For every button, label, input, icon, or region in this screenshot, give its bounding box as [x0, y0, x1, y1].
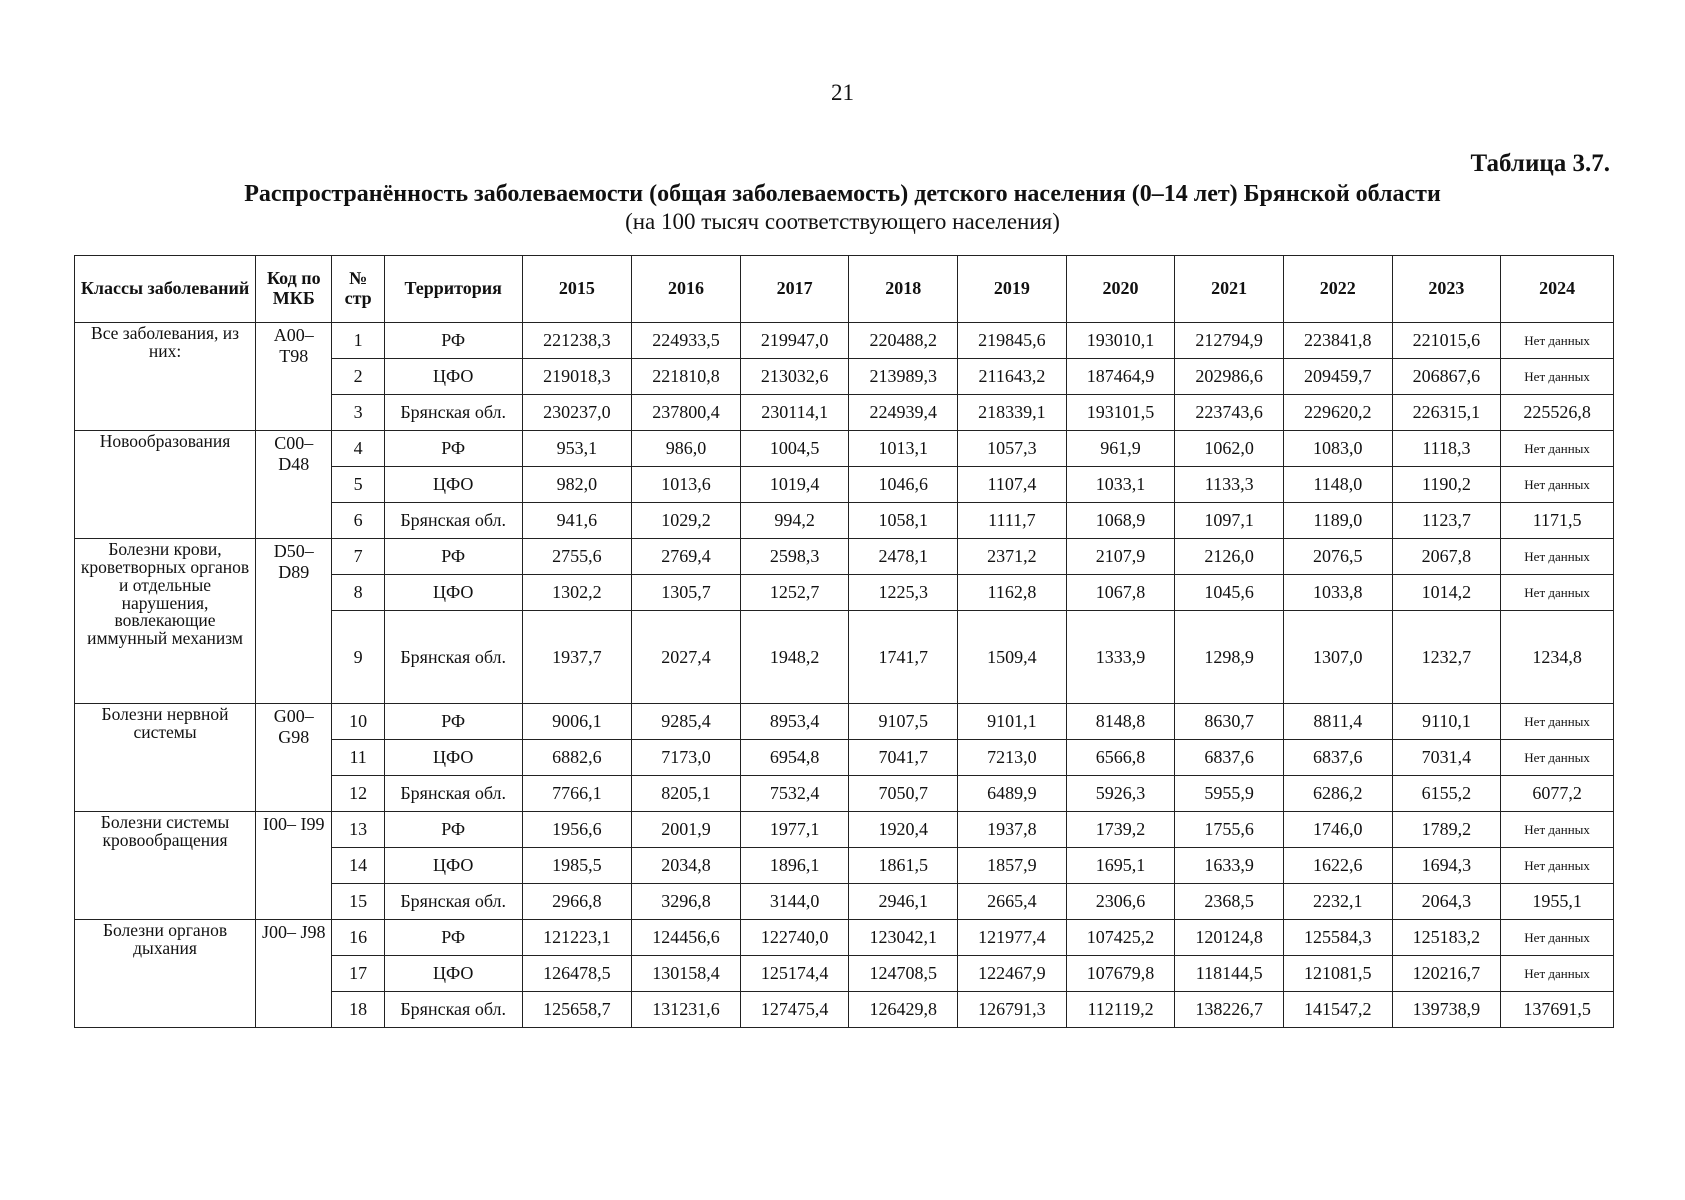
territory-cell: РФ: [384, 539, 522, 575]
value-cell: 211643,2: [958, 359, 1067, 395]
value-cell: 2946,1: [849, 884, 958, 920]
value-cell: 137691,5: [1501, 992, 1614, 1028]
value-cell: 220488,2: [849, 323, 958, 359]
value-cell: 9107,5: [849, 704, 958, 740]
value-cell: 1118,3: [1392, 431, 1501, 467]
value-cell: 1857,9: [958, 848, 1067, 884]
value-cell: 118144,5: [1175, 956, 1284, 992]
row-number-cell: 3: [332, 395, 384, 431]
header-row: [75, 256, 1614, 323]
value-cell: 126478,5: [522, 956, 632, 992]
header-year: 2023: [1392, 256, 1501, 323]
value-cell: 126791,3: [958, 992, 1067, 1028]
value-cell: 225526,8: [1501, 395, 1614, 431]
value-cell: 2478,1: [849, 539, 958, 575]
value-cell: 122467,9: [958, 956, 1067, 992]
value-cell: Нет данных: [1501, 812, 1614, 848]
territory-cell: Брянская обл.: [384, 884, 522, 920]
icd-code-cell: J00– J98: [256, 920, 332, 1028]
table-row: [75, 431, 1614, 467]
value-cell: 2598,3: [740, 539, 849, 575]
value-cell: Нет данных: [1501, 848, 1614, 884]
table-row: [75, 704, 1614, 740]
value-cell: 6954,8: [740, 740, 849, 776]
row-number-cell: 11: [332, 740, 384, 776]
value-cell: 213989,3: [849, 359, 958, 395]
value-cell: 206867,6: [1392, 359, 1501, 395]
value-cell: 1633,9: [1175, 848, 1284, 884]
value-cell: 193101,5: [1066, 395, 1175, 431]
value-cell: 2027,4: [632, 611, 741, 704]
value-cell: 2034,8: [632, 848, 741, 884]
value-cell: 221810,8: [632, 359, 741, 395]
table-title: Распространённость заболеваемости (общая заболеваемость) детского населения (0–14 лет) Брянской области: [244, 181, 1441, 207]
value-cell: 1162,8: [958, 575, 1067, 611]
value-cell: 1232,7: [1392, 611, 1501, 704]
value-cell: 1985,5: [522, 848, 632, 884]
value-cell: 202986,6: [1175, 359, 1284, 395]
value-cell: 953,1: [522, 431, 632, 467]
value-cell: 1097,1: [1175, 503, 1284, 539]
value-cell: 124708,5: [849, 956, 958, 992]
value-cell: Нет данных: [1501, 740, 1614, 776]
value-cell: 223743,6: [1175, 395, 1284, 431]
value-cell: 1013,1: [849, 431, 958, 467]
value-cell: 126429,8: [849, 992, 958, 1028]
row-number-cell: 8: [332, 575, 384, 611]
row-number-cell: 10: [332, 704, 384, 740]
value-cell: 1509,4: [958, 611, 1067, 704]
row-number-cell: 2: [332, 359, 384, 395]
disease-class-cell: Болезни нервной системы: [75, 704, 256, 812]
value-cell: 1861,5: [849, 848, 958, 884]
value-cell: 1695,1: [1066, 848, 1175, 884]
value-cell: 7050,7: [849, 776, 958, 812]
value-cell: 2126,0: [1175, 539, 1284, 575]
value-cell: 8953,4: [740, 704, 849, 740]
value-cell: 1755,6: [1175, 812, 1284, 848]
value-cell: 7031,4: [1392, 740, 1501, 776]
value-cell: 2067,8: [1392, 539, 1501, 575]
value-cell: 9006,1: [522, 704, 632, 740]
row-number-cell: 15: [332, 884, 384, 920]
value-cell: 1937,7: [522, 611, 632, 704]
territory-cell: ЦФО: [384, 467, 522, 503]
territory-cell: РФ: [384, 920, 522, 956]
value-cell: 1019,4: [740, 467, 849, 503]
table-body: [75, 323, 1614, 1028]
value-cell: 2232,1: [1283, 884, 1392, 920]
value-cell: 1123,7: [1392, 503, 1501, 539]
value-cell: 8205,1: [632, 776, 741, 812]
territory-cell: ЦФО: [384, 359, 522, 395]
value-cell: 2076,5: [1283, 539, 1392, 575]
value-cell: 9285,4: [632, 704, 741, 740]
territory-cell: РФ: [384, 323, 522, 359]
value-cell: 130158,4: [632, 956, 741, 992]
table-subtitle: (на 100 тысяч соответствующего населения): [625, 209, 1060, 234]
value-cell: 1739,2: [1066, 812, 1175, 848]
value-cell: 1058,1: [849, 503, 958, 539]
value-cell: Нет данных: [1501, 956, 1614, 992]
value-cell: 1741,7: [849, 611, 958, 704]
icd-code-cell: C00– D48: [256, 431, 332, 539]
value-cell: 1189,0: [1283, 503, 1392, 539]
value-cell: 5926,3: [1066, 776, 1175, 812]
header-year: 2024: [1501, 256, 1614, 323]
value-cell: Нет данных: [1501, 920, 1614, 956]
value-cell: 1305,7: [632, 575, 741, 611]
value-cell: 994,2: [740, 503, 849, 539]
value-cell: 1302,2: [522, 575, 632, 611]
disease-class-cell: Болезни системы кровообращения: [75, 812, 256, 920]
value-cell: 6155,2: [1392, 776, 1501, 812]
value-cell: 1046,6: [849, 467, 958, 503]
value-cell: 1045,6: [1175, 575, 1284, 611]
value-cell: 1896,1: [740, 848, 849, 884]
value-cell: 1013,6: [632, 467, 741, 503]
territory-cell: РФ: [384, 704, 522, 740]
row-number-cell: 9: [332, 611, 384, 704]
value-cell: 121223,1: [522, 920, 632, 956]
value-cell: 1057,3: [958, 431, 1067, 467]
value-cell: 7173,0: [632, 740, 741, 776]
value-cell: 6837,6: [1175, 740, 1284, 776]
header-territory: Территория: [384, 256, 522, 323]
value-cell: 193010,1: [1066, 323, 1175, 359]
territory-cell: Брянская обл.: [384, 395, 522, 431]
disease-class-cell: Болезни крови, кроветворных органов и отдельные нарушения, вовлекающие иммунный механизм: [75, 539, 256, 704]
row-number-cell: 1: [332, 323, 384, 359]
value-cell: 1111,7: [958, 503, 1067, 539]
value-cell: 7766,1: [522, 776, 632, 812]
value-cell: 1956,6: [522, 812, 632, 848]
value-cell: 223841,8: [1283, 323, 1392, 359]
disease-class-cell: Болезни органов дыхания: [75, 920, 256, 1028]
table-label: Таблица 3.7.: [1470, 150, 1610, 177]
icd-code-cell: I00– I99: [256, 812, 332, 920]
value-cell: 961,9: [1066, 431, 1175, 467]
value-cell: 1033,1: [1066, 467, 1175, 503]
value-cell: 1148,0: [1283, 467, 1392, 503]
header-year: 2018: [849, 256, 958, 323]
value-cell: 1789,2: [1392, 812, 1501, 848]
value-cell: 2371,2: [958, 539, 1067, 575]
value-cell: 221238,3: [522, 323, 632, 359]
value-cell: 1107,4: [958, 467, 1067, 503]
value-cell: 138226,7: [1175, 992, 1284, 1028]
disease-class-cell: Новообразования: [75, 431, 256, 539]
row-number-cell: 7: [332, 539, 384, 575]
value-cell: 1694,3: [1392, 848, 1501, 884]
value-cell: 2755,6: [522, 539, 632, 575]
territory-cell: Брянская обл.: [384, 503, 522, 539]
header-year: 2020: [1066, 256, 1175, 323]
territory-cell: РФ: [384, 431, 522, 467]
icd-code-cell: D50– D89: [256, 539, 332, 704]
territory-cell: РФ: [384, 812, 522, 848]
value-cell: 112119,2: [1066, 992, 1175, 1028]
territory-cell: ЦФО: [384, 575, 522, 611]
value-cell: 131231,6: [632, 992, 741, 1028]
value-cell: 1920,4: [849, 812, 958, 848]
territory-cell: Брянская обл.: [384, 776, 522, 812]
value-cell: 219845,6: [958, 323, 1067, 359]
value-cell: 230114,1: [740, 395, 849, 431]
value-cell: 1083,0: [1283, 431, 1392, 467]
value-cell: 8630,7: [1175, 704, 1284, 740]
page-number: 21: [831, 80, 854, 105]
territory-cell: ЦФО: [384, 848, 522, 884]
territory-cell: Брянская обл.: [384, 611, 522, 704]
value-cell: 127475,4: [740, 992, 849, 1028]
header-code: Код по МКБ: [256, 256, 332, 323]
row-number-cell: 13: [332, 812, 384, 848]
value-cell: 107425,2: [1066, 920, 1175, 956]
morbidity-table: [74, 255, 1614, 1028]
header-year: 2015: [522, 256, 632, 323]
value-cell: 5955,9: [1175, 776, 1284, 812]
value-cell: 1977,1: [740, 812, 849, 848]
value-cell: 2368,5: [1175, 884, 1284, 920]
value-cell: 6882,6: [522, 740, 632, 776]
value-cell: 1234,8: [1501, 611, 1614, 704]
value-cell: 1948,2: [740, 611, 849, 704]
territory-cell: Брянская обл.: [384, 992, 522, 1028]
value-cell: 6489,9: [958, 776, 1067, 812]
value-cell: 124456,6: [632, 920, 741, 956]
value-cell: 125658,7: [522, 992, 632, 1028]
value-cell: 1029,2: [632, 503, 741, 539]
value-cell: 209459,7: [1283, 359, 1392, 395]
value-cell: 2001,9: [632, 812, 741, 848]
value-cell: 6077,2: [1501, 776, 1614, 812]
value-cell: Нет данных: [1501, 467, 1614, 503]
value-cell: 7532,4: [740, 776, 849, 812]
value-cell: 1252,7: [740, 575, 849, 611]
value-cell: 1955,1: [1501, 884, 1614, 920]
value-cell: 6837,6: [1283, 740, 1392, 776]
value-cell: 1225,3: [849, 575, 958, 611]
value-cell: 941,6: [522, 503, 632, 539]
value-cell: 7213,0: [958, 740, 1067, 776]
value-cell: 1298,9: [1175, 611, 1284, 704]
header-row-number: № стр: [332, 256, 384, 323]
value-cell: 2966,8: [522, 884, 632, 920]
value-cell: 1062,0: [1175, 431, 1284, 467]
value-cell: 230237,0: [522, 395, 632, 431]
value-cell: 2769,4: [632, 539, 741, 575]
table-row: [75, 539, 1614, 575]
value-cell: 2665,4: [958, 884, 1067, 920]
value-cell: 125584,3: [1283, 920, 1392, 956]
header-class: Классы заболеваний: [75, 256, 256, 323]
value-cell: Нет данных: [1501, 539, 1614, 575]
row-number-cell: 17: [332, 956, 384, 992]
row-number-cell: 14: [332, 848, 384, 884]
row-number-cell: 5: [332, 467, 384, 503]
row-number-cell: 12: [332, 776, 384, 812]
value-cell: 982,0: [522, 467, 632, 503]
value-cell: Нет данных: [1501, 704, 1614, 740]
value-cell: 1171,5: [1501, 503, 1614, 539]
value-cell: 218339,1: [958, 395, 1067, 431]
value-cell: 8811,4: [1283, 704, 1392, 740]
value-cell: 213032,6: [740, 359, 849, 395]
value-cell: 1068,9: [1066, 503, 1175, 539]
value-cell: 3144,0: [740, 884, 849, 920]
value-cell: 1937,8: [958, 812, 1067, 848]
header-year: 2017: [740, 256, 849, 323]
value-cell: 120216,7: [1392, 956, 1501, 992]
value-cell: 224933,5: [632, 323, 741, 359]
value-cell: 125183,2: [1392, 920, 1501, 956]
value-cell: 122740,0: [740, 920, 849, 956]
value-cell: 1622,6: [1283, 848, 1392, 884]
value-cell: 212794,9: [1175, 323, 1284, 359]
value-cell: 139738,9: [1392, 992, 1501, 1028]
value-cell: Нет данных: [1501, 575, 1614, 611]
row-number-cell: 16: [332, 920, 384, 956]
table-row: [75, 323, 1614, 359]
header-year: 2022: [1283, 256, 1392, 323]
value-cell: 1033,8: [1283, 575, 1392, 611]
value-cell: 237800,4: [632, 395, 741, 431]
header-year: 2016: [632, 256, 741, 323]
row-number-cell: 18: [332, 992, 384, 1028]
value-cell: 1333,9: [1066, 611, 1175, 704]
value-cell: 187464,9: [1066, 359, 1175, 395]
value-cell: 7041,7: [849, 740, 958, 776]
value-cell: 1307,0: [1283, 611, 1392, 704]
value-cell: 1133,3: [1175, 467, 1284, 503]
value-cell: Нет данных: [1501, 359, 1614, 395]
value-cell: 219018,3: [522, 359, 632, 395]
header-year: 2019: [958, 256, 1067, 323]
row-number-cell: 4: [332, 431, 384, 467]
value-cell: 125174,4: [740, 956, 849, 992]
territory-cell: ЦФО: [384, 740, 522, 776]
value-cell: 1067,8: [1066, 575, 1175, 611]
value-cell: 121977,4: [958, 920, 1067, 956]
value-cell: 226315,1: [1392, 395, 1501, 431]
value-cell: 6286,2: [1283, 776, 1392, 812]
value-cell: 219947,0: [740, 323, 849, 359]
value-cell: 3296,8: [632, 884, 741, 920]
disease-class-cell: Все заболевания, из них:: [75, 323, 256, 431]
value-cell: Нет данных: [1501, 323, 1614, 359]
value-cell: 107679,8: [1066, 956, 1175, 992]
table-row: [75, 920, 1614, 956]
value-cell: 6566,8: [1066, 740, 1175, 776]
territory-cell: ЦФО: [384, 956, 522, 992]
value-cell: 229620,2: [1283, 395, 1392, 431]
value-cell: 986,0: [632, 431, 741, 467]
value-cell: 123042,1: [849, 920, 958, 956]
value-cell: Нет данных: [1501, 431, 1614, 467]
value-cell: 221015,6: [1392, 323, 1501, 359]
header-year: 2021: [1175, 256, 1284, 323]
value-cell: 9110,1: [1392, 704, 1501, 740]
value-cell: 1014,2: [1392, 575, 1501, 611]
value-cell: 224939,4: [849, 395, 958, 431]
icd-code-cell: G00– G98: [256, 704, 332, 812]
value-cell: 9101,1: [958, 704, 1067, 740]
value-cell: 121081,5: [1283, 956, 1392, 992]
value-cell: 1190,2: [1392, 467, 1501, 503]
value-cell: 2064,3: [1392, 884, 1501, 920]
table-row: [75, 812, 1614, 848]
value-cell: 120124,8: [1175, 920, 1284, 956]
value-cell: 2107,9: [1066, 539, 1175, 575]
value-cell: 141547,2: [1283, 992, 1392, 1028]
icd-code-cell: A00– T98: [256, 323, 332, 431]
value-cell: 1746,0: [1283, 812, 1392, 848]
value-cell: 1004,5: [740, 431, 849, 467]
value-cell: 2306,6: [1066, 884, 1175, 920]
row-number-cell: 6: [332, 503, 384, 539]
value-cell: 8148,8: [1066, 704, 1175, 740]
